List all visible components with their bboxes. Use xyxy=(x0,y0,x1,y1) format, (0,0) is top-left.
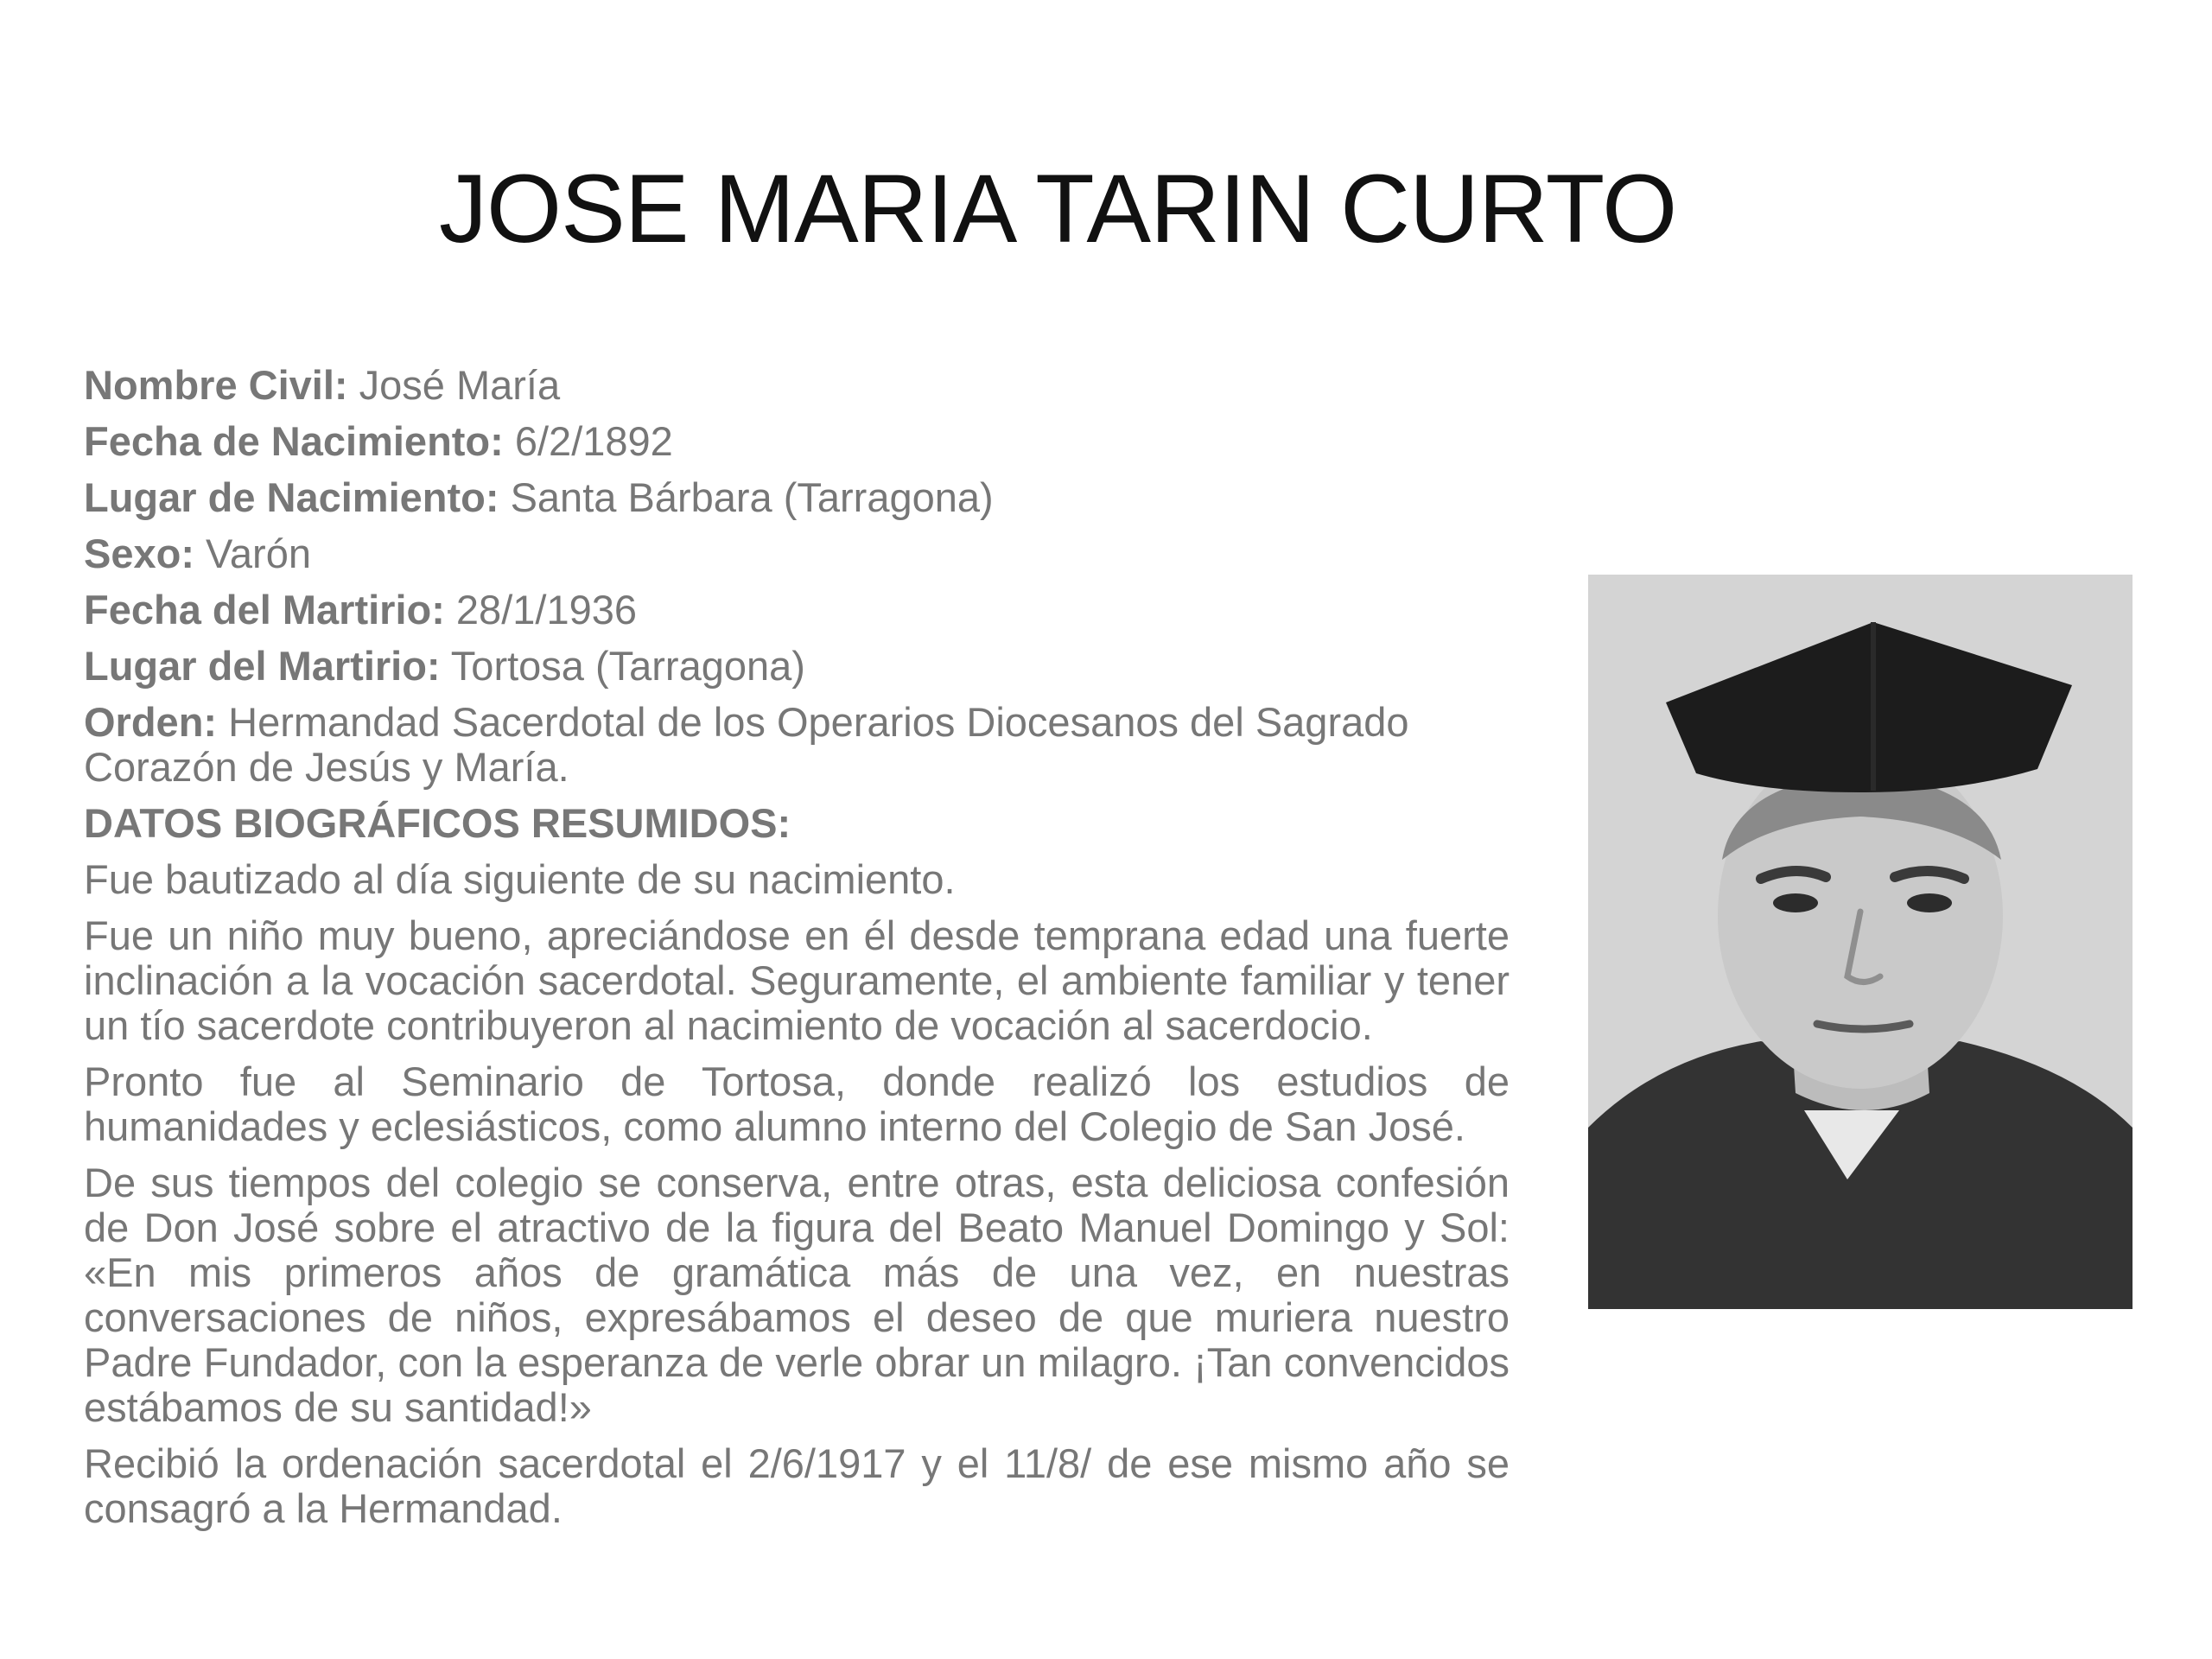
right-eye-shape xyxy=(1907,893,1952,912)
field-fecha-martirio xyxy=(84,588,1510,632)
portrait-photo xyxy=(1588,575,2133,1309)
field-value: 6/2/1892 xyxy=(503,418,673,464)
field-nombre-civil xyxy=(84,363,1510,408)
left-eye-shape xyxy=(1773,893,1818,912)
portrait-icon xyxy=(1588,575,2133,1309)
biography-paragraph: Fue bautizado al día siguiente de su nacimiento. xyxy=(84,856,956,902)
field-value: 28/1/1936 xyxy=(444,587,638,632)
biography-paragraph: Recibió la ordenación sacerdotal el 2/6/1917 y el 11/8/ de ese mismo año se consagró a la Hermandad. xyxy=(84,1440,1510,1531)
field-fecha-nacimiento xyxy=(84,419,1510,464)
field-value: José María xyxy=(347,362,561,408)
field-label: Lugar de Nacimiento: xyxy=(84,474,499,520)
field-sexo xyxy=(84,531,1510,576)
biography-paragraph: Pronto fue al Seminario de Tortosa, donde realizó los estudios de humanidades y eclesiásticos, como alumno interno del Colegio de San José. xyxy=(84,1058,1510,1149)
field-label: Orden: xyxy=(84,699,218,745)
field-label: Nombre Civil: xyxy=(84,362,348,408)
field-value: Santa Bárbara (Tarragona) xyxy=(499,474,994,520)
field-value: Hermandad Sacerdotal de los Operarios Diocesanos del Sagrado Corazón de Jesús y María. xyxy=(84,699,1409,790)
field-label: Lugar del Martirio: xyxy=(84,643,441,689)
field-lugar-martirio xyxy=(84,644,1510,689)
biography-paragraph: Fue un niño muy bueno, apreciándose en él desde temprana edad una fuerte inclinación a la vocación sacerdotal. Seguramente, el ambiente familiar y tener un tío sacerdote contribuyeron al nacimiento de vocación al sacerdocio. xyxy=(84,912,1510,1048)
field-value: Tortosa (Tarragona) xyxy=(440,643,805,689)
slide-title: JOSE MARIA TARIN CURTO xyxy=(439,155,1677,263)
biography-paragraph: De sus tiempos del colegio se conserva, entre otras, esta deliciosa confesión de Don José sobre el atractivo de la figura del Beato Manuel Domingo y Sol: «En mis primeros años de gramática más de una vez, en nuestras conversaciones de niños, expresábamos el deseo de que muriera nuestro Padre Fundador, con la esperanza de verle obrar un milagro. ¡Tan convencidos estábamos de su santidad!» xyxy=(84,1160,1510,1430)
field-lugar-nacimiento xyxy=(84,475,1510,520)
field-orden xyxy=(84,700,1510,790)
field-label: Fecha de Nacimiento: xyxy=(84,418,504,464)
biography-heading: DATOS BIOGRÁFICOS RESUMIDOS: xyxy=(84,800,791,846)
field-label: Fecha del Martirio: xyxy=(84,587,445,632)
biography-content xyxy=(84,363,1510,1542)
field-value: Varón xyxy=(194,531,311,576)
field-label: Sexo: xyxy=(84,531,194,576)
